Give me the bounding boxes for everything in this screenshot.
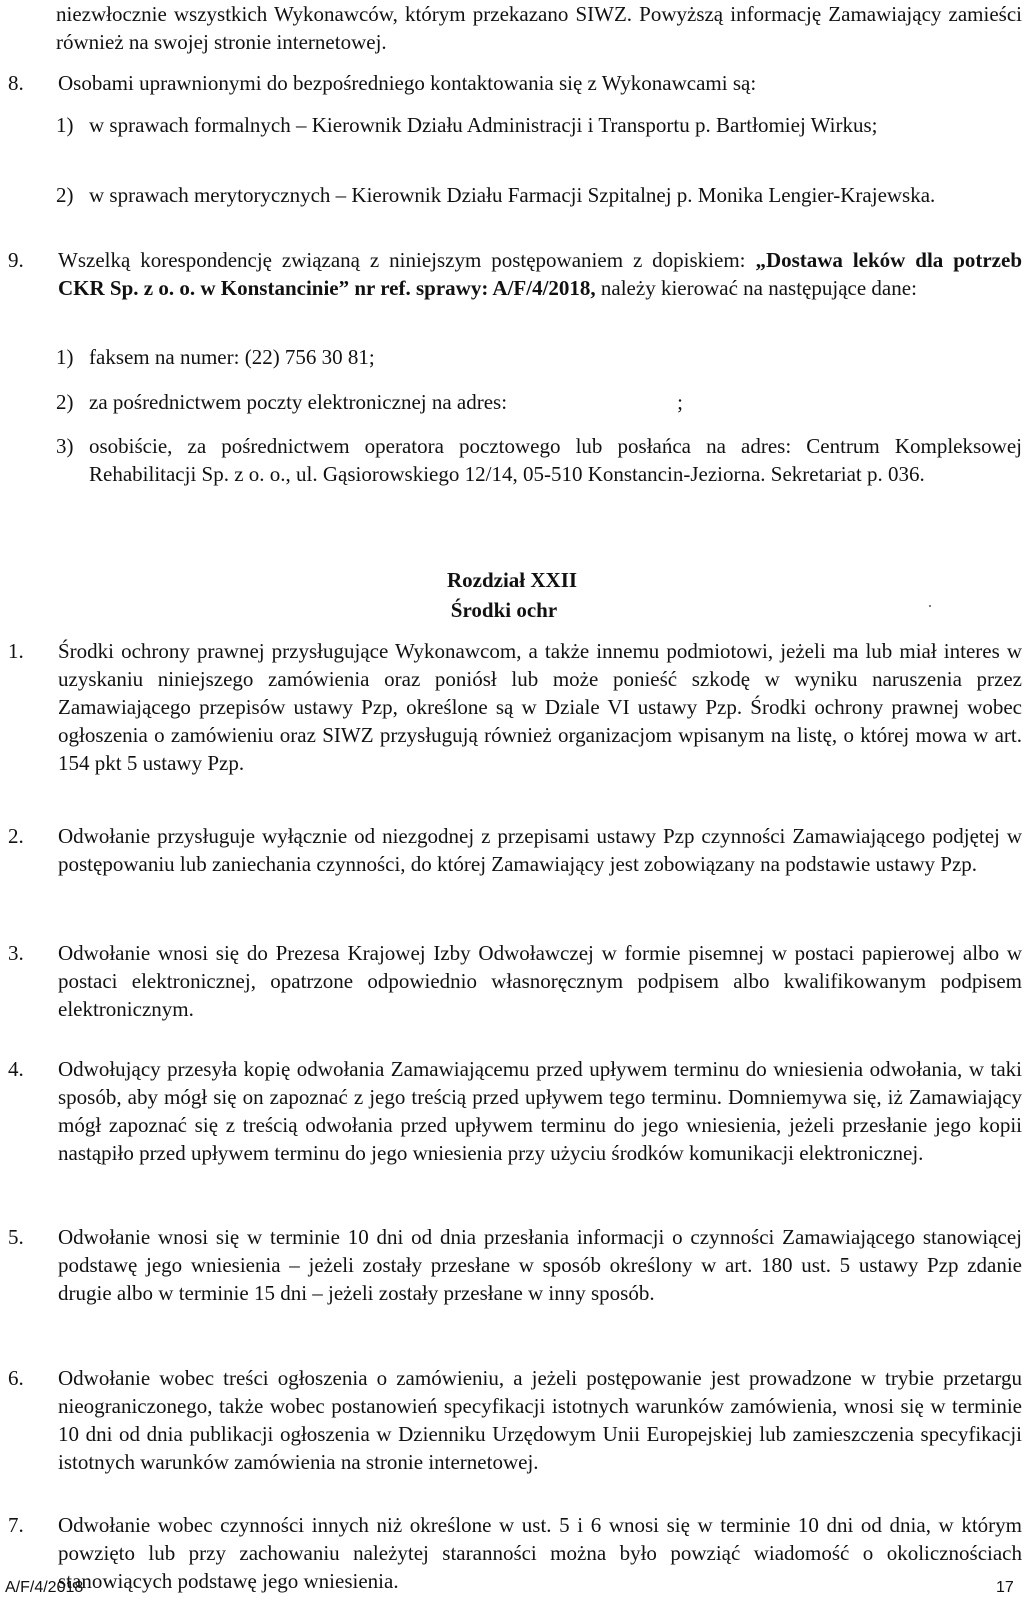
section-8-number: 8. xyxy=(8,71,24,95)
chapter-title: Rozdział XXII xyxy=(446,568,578,592)
footer-reference: A/F/4/2018 xyxy=(5,1579,84,1596)
point-5-number: 5. xyxy=(8,1225,24,1249)
section-9-item-2-text-a: za pośrednictwem poczty elektronicznej na adres: xyxy=(89,390,508,414)
intro-paragraph: niezwłocznie wszystkich Wykonawców, którym przekazano SIWZ. Powyższą informację Zamawiający zamieści również na swojej stronie internetowej. xyxy=(56,2,1022,54)
chapter-subtitle: Środki ochr xyxy=(450,598,558,622)
section-9-text-bold: „Dostawa leków dla potrzeb CKR Sp. z o. o. w Konstancinie” nr ref. sprawy: A/F/4/2018, xyxy=(58,248,1023,300)
section-9-item-2-text xyxy=(89,388,1022,416)
section-9-text xyxy=(58,246,1022,302)
point-6-number: 6. xyxy=(8,1366,24,1390)
point-5-text: Odwołanie wnosi się w terminie 10 dni od dnia przesłania informacji o czynności Zamawiającego stanowiącej podstawę jego wniesienia – jeżeli zostały przesłane w sposób określony w art. 180 ust. 5 ustawy Pzp zdanie drugie albo w terminie 15 dni – jeżeli zostały przesłane w inny sposób. xyxy=(58,1225,1022,1305)
section-8 xyxy=(8,69,1022,99)
section-8-text: Osobami uprawnionymi do bezpośredniego kontaktowania się z Wykonawcami są: xyxy=(58,71,757,95)
point-4-number: 4. xyxy=(8,1057,24,1081)
point-3-text: Odwołanie wnosi się do Prezesa Krajowej Izby Odwoławczej w formie pisemnej w postaci papierowej albo w postaci elektronicznej, opatrzone odpowiednio własnoręcznym podpisem albo kwalifikowanym podpisem elektronicznym. xyxy=(58,941,1022,1021)
point-6-text: Odwołanie wobec treści ogłoszenia o zamówieniu, a jeżeli postępowanie jest prowadzone w trybie przetargu nieograniczonego, także wobec postanowień specyfikacji istotnych warunków zamówienia, wnosi się w terminie 10 dni od dnia publikacji ogłoszenia w Dzienniku Urzędowym Unii Europejskiej lub zamieszczenia specyfikacji istotnych warunków zamówienia na stronie internetowej. xyxy=(58,1366,1022,1474)
section-8-item-2-number: 2) xyxy=(56,183,74,207)
section-9-item-1-text: faksem na numer: (22) 756 30 81; xyxy=(89,345,375,369)
point-3-number: 3. xyxy=(8,941,24,965)
point-4-text: Odwołujący przesyła kopię odwołania Zamawiającemu przed upływem terminu do wniesienia odwołania, w taki sposób, aby mógł się on zapoznać z jego treścią przed upływem tego terminu. Domniemywa się, iż Zamawiający mógł zapoznać się z treścią odwołania przed upływem terminu do jego wniesienia, jeżeli przesłanie jego kopii nastąpiło przed upływem terminu do jego wniesienia przy użyciu środków komunikacji elektronicznej. xyxy=(58,1057,1022,1165)
section-9-text-a: Wszelką korespondencję związaną z niniejszym postępowaniem z dopiskiem: xyxy=(58,248,756,272)
section-8-item-1-number: 1) xyxy=(56,113,74,137)
point-1-number: 1. xyxy=(8,639,24,663)
section-9-text-c: należy kierować na następujące dane: xyxy=(595,276,917,300)
point-7-text: Odwołanie wobec czynności innych niż określone w ust. 5 i 6 wnosi się w terminie 10 dni od dnia, w którym powzięto lub przy zachowaniu należytej staranności można było powziąć wiadomość o okolicznościach stanowiących podstawę jego wniesienia. xyxy=(58,1513,1022,1593)
point-2-text: Odwołanie przysługuje wyłącznie od niezgodnej z przepisami ustawy Pzp czynności Zamawiającego podjętej w postępowaniu lub zaniechania czynności, do której Zamawiający jest zobowiązany na podstawie ustawy Pzp. xyxy=(58,824,1022,876)
section-9-item-1-number: 1) xyxy=(56,345,74,369)
section-9-item-2-text-b: ; xyxy=(677,390,683,414)
scan-speck xyxy=(929,605,931,607)
section-9-item-3-number: 3) xyxy=(56,434,74,458)
section-9-number: 9. xyxy=(8,248,24,272)
section-9-item-3-text: osobiście, za pośrednictwem operatora pocztowego lub posłańca na adres: Centrum Kompleksowej Rehabilitacji Sp. z o. o., ul. Gąsiorowskiego 12/14, 05-510 Konstancin-Jeziorna. Sekretariat p. 036. xyxy=(89,434,1022,486)
section-8-item-2-text: w sprawach merytorycznych – Kierownik Działu Farmacji Szpitalnej p. Monika Lengier-Krajewska. xyxy=(89,183,936,207)
section-9-item-2-number: 2) xyxy=(56,390,74,414)
point-1-text: Środki ochrony prawnej przysługujące Wykonawcom, a także innemu podmiotowi, jeżeli ma lub miał interes w uzyskaniu niniejszego zamówienia oraz poniósł lub może ponieść szkodę w wyniku naruszenia przez Zamawiającego przepisów ustawy Pzp, określone są w Dziale VI ustawy Pzp. Środki ochrony prawnej wobec ogłoszenia o zamówieniu oraz SIWZ przysługują również organizacjom wpisanym na listę, o której mowa w art. 154 pkt 5 ustawy Pzp. xyxy=(58,639,1022,775)
point-7-number: 7. xyxy=(8,1513,24,1537)
point-2-number: 2. xyxy=(8,824,24,848)
page-number: 17 xyxy=(996,1579,1014,1596)
section-8-item-1-text: w sprawach formalnych – Kierownik Działu Administracji i Transportu p. Bartłomiej Wirkus; xyxy=(89,113,878,137)
